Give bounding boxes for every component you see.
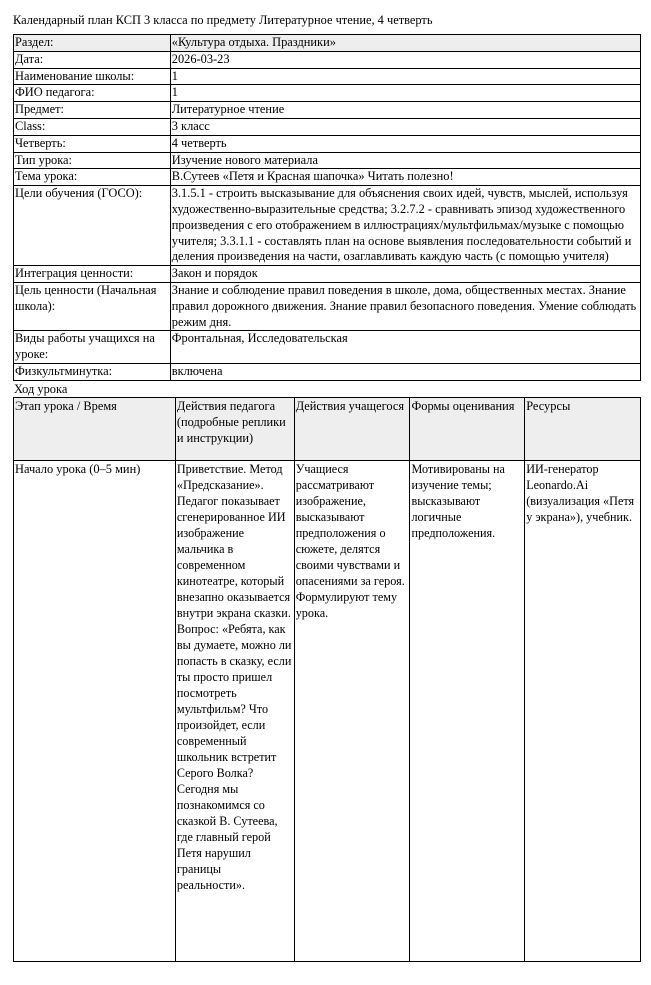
info-label: Наименование школы: — [14, 68, 171, 85]
info-value: включена — [170, 363, 640, 380]
info-row — [14, 35, 641, 52]
info-row — [14, 169, 641, 186]
info-row — [14, 51, 641, 68]
info-value: 3.1.5.1 - строить высказывание для объяснения своих идей, чувств, мыслей, используя художественно-выразительные средства; 3.2.7.2 - сравнивать эпизод художественного произведения с его отображением в иллюстрациях/мультфильмах/музыке с помощью учителя; 3.3.1.1 - составлять план на основе выявления последовательности событий и деления произведения на части, озаглавливать каждую часть (с помощью учителя) — [170, 186, 640, 266]
info-label: Тема урока: — [14, 169, 171, 186]
table-row — [14, 460, 641, 961]
info-label: Четверть: — [14, 135, 171, 152]
info-value: 4 четверть — [170, 135, 640, 152]
info-label: Виды работы учащихся на уроке: — [14, 331, 171, 364]
teacher-actions-cell: Приветствие. Метод «Предсказание». Педагог показывает сгенерированное ИИ изображение мальчика в современном кинотеатре, который внезапно оказывается внутри экрана сказки. Вопрос: «Ребята, как вы думаете, можно ли попасть в сказку, если ты просто пришел посмотреть мультфильм? Что произойдет, если современный школьник встретит Серого Волка? Сегодня мы познакомимся со сказкой В. Сутеева, где главный герой Петя нарушил границы реальности». — [175, 460, 294, 961]
info-label: Интеграция ценности: — [14, 266, 171, 283]
lesson-flow-header-row — [14, 397, 641, 460]
info-row — [14, 363, 641, 380]
assessment-cell: Мотивированы на изучение темы; высказывают логичные предположения. — [410, 460, 525, 961]
info-label: Раздел: — [14, 35, 171, 52]
lesson-flow-caption: Ход урока — [14, 381, 68, 396]
info-label: Физкультминутка: — [14, 363, 171, 380]
info-label: Тип урока: — [14, 152, 171, 169]
info-value: Изучение нового материала — [170, 152, 640, 169]
info-row — [14, 186, 641, 266]
resources-cell: ИИ-генератор Leonardo.Ai (визуализация «Петя у экрана»), учебник. — [525, 460, 641, 961]
info-row — [14, 85, 641, 102]
info-label: Дата: — [14, 51, 171, 68]
info-value: Знание и соблюдение правил поведения в школе, дома, общественных местах. Знание правил дорожного движения. Знание правил безопасного поведения. Умение соблюдать режим дня. — [170, 282, 640, 330]
lesson-flow-table — [13, 397, 641, 962]
info-value: 1 — [170, 85, 640, 102]
info-value: 1 — [170, 68, 640, 85]
info-row — [14, 118, 641, 135]
info-value: Литературное чтение — [170, 102, 640, 119]
header-student-actions: Действия учащегося — [294, 397, 410, 460]
info-row — [14, 331, 641, 364]
header-teacher-actions: Действия педагога (подробные реплики и инструкции) — [175, 397, 294, 460]
document-title: Календарный план КСП 3 класса по предмету Литературное чтение, 4 четверть — [13, 13, 433, 27]
info-row — [14, 68, 641, 85]
info-value: Закон и порядок — [170, 266, 640, 283]
info-row — [14, 266, 641, 283]
info-row — [14, 152, 641, 169]
info-row — [14, 135, 641, 152]
info-label: Цели обучения (ГОСО): — [14, 186, 171, 266]
info-label: Предмет: — [14, 102, 171, 119]
info-value: 2026-03-23 — [170, 51, 640, 68]
header-resources: Ресурсы — [525, 397, 641, 460]
info-row — [14, 102, 641, 119]
info-row — [14, 282, 641, 330]
student-actions-cell: Учащиеся рассматривают изображение, высказывают предположения о сюжете, делятся своими чувствами и опасениями за героя. Формулируют тему урока. — [294, 460, 410, 961]
info-value: Фронтальная, Исследовательская — [170, 331, 640, 364]
info-label: Class: — [14, 118, 171, 135]
header-assessment: Формы оценивания — [410, 397, 525, 460]
lesson-info-table — [13, 34, 641, 381]
header-stage: Этап урока / Время — [14, 397, 176, 460]
info-value: «Культура отдыха. Праздники» — [170, 35, 640, 52]
info-value: В.Сутеев «Петя и Красная шапочка» Читать полезно! — [170, 169, 640, 186]
lesson-info-body — [14, 35, 641, 381]
info-value: 3 класс — [170, 118, 640, 135]
stage-cell: Начало урока (0–5 мин) — [14, 460, 176, 961]
info-label: ФИО педагога: — [14, 85, 171, 102]
info-label: Цель ценности (Начальная школа): — [14, 282, 171, 330]
